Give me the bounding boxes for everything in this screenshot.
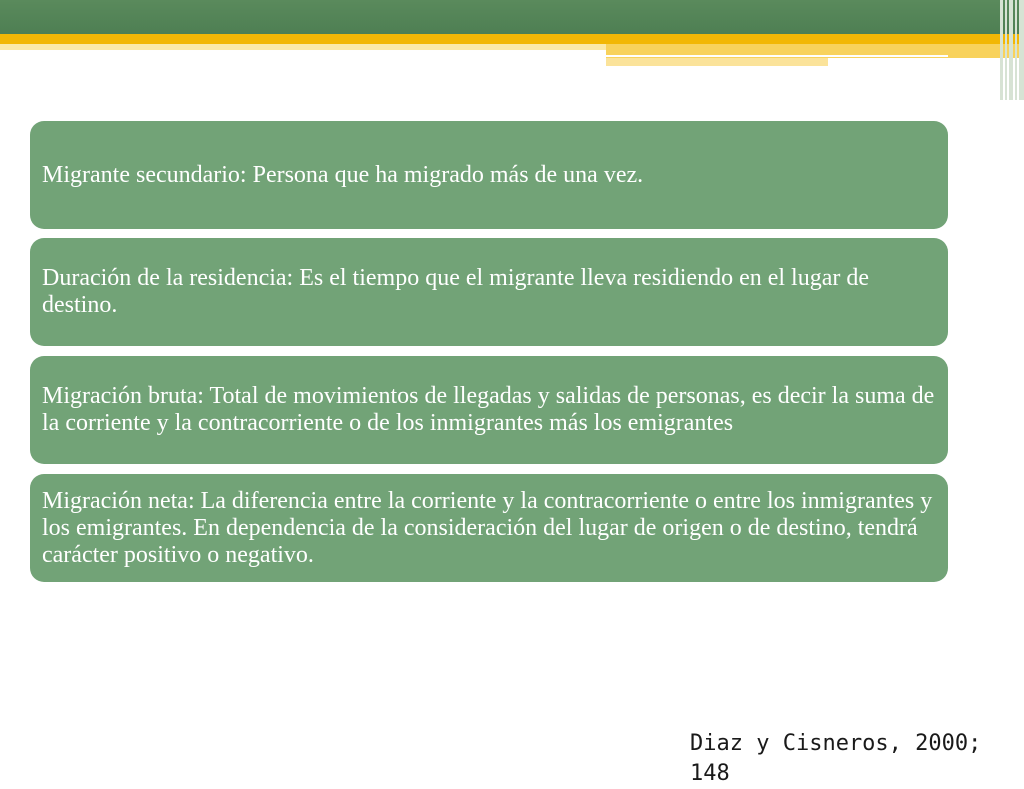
definition-box-migracion-neta	[30, 474, 948, 582]
definition-text: Migración neta: La diferencia entre la corriente y la contracorriente o entre los inmigrantes y los emigrantes. En dependencia de la consideración del lugar de origen o de destino, tendrá carácter positivo o negativo.	[42, 487, 933, 568]
definition-box-duracion-residencia	[30, 238, 948, 346]
definition-text: Migración bruta: Total de movimientos de llegadas y salidas de personas, es decir la suma de la corriente y la contracorriente o de los inmigrantes más los emigrantes	[42, 383, 935, 436]
definition-box-migracion-bruta	[30, 356, 948, 464]
header-stripes	[994, 0, 1024, 100]
header-gold-band	[0, 34, 1024, 44]
definition-text: Duración de la residencia: Es el tiempo que el migrante lleva residiendo en el lugar de destino.	[42, 265, 870, 318]
citation: Diaz y Cisneros, 2000; 148	[690, 731, 982, 786]
header-green-band	[0, 0, 1024, 34]
definition-text: Migrante secundario: Persona que ha migrado más de una vez.	[42, 161, 644, 188]
definition-box-migrante-secundario	[30, 121, 948, 229]
header-divider-line	[606, 55, 948, 57]
header-pale-step	[606, 58, 828, 66]
